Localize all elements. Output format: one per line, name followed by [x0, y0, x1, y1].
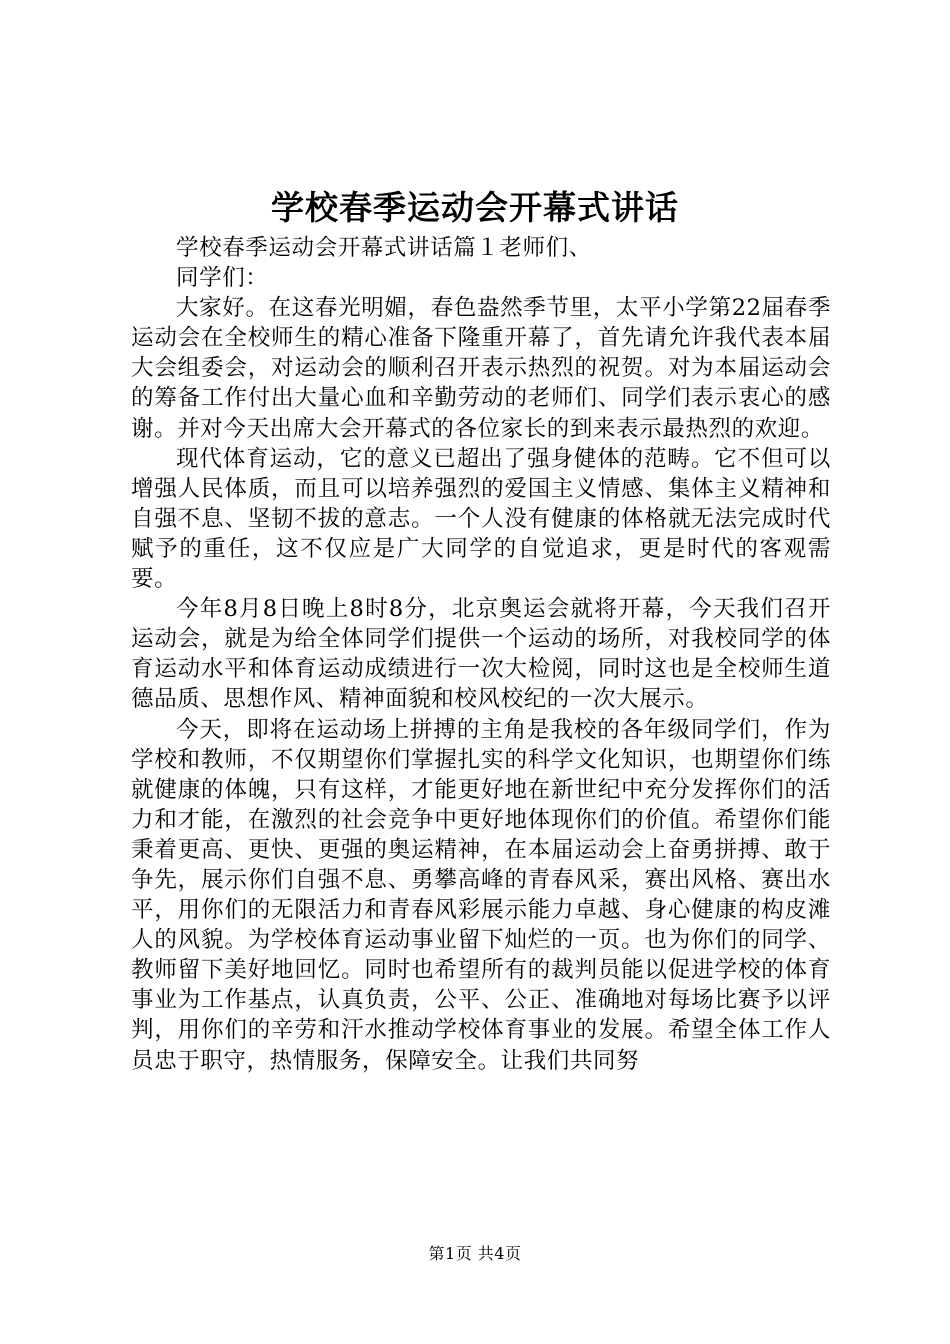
paragraph-greeting: 大家好。在这春光明媚，春色盎然季节里，太平小学第22届春季运动会在全校师生的精心准备下隆重开幕了，首先请允许我代表本届大会组委会，对运动会的顺利召开表示热烈的祝贺。对为本届运动会的筹备工作付出大量心血和辛勤劳动的老师们、同学们表示衷心的感谢。并对今天出席大会开幕式的各位家长的到来表示最热烈的欢迎。: [131, 295, 831, 442]
document-title: 学校春季运动会开幕式讲话: [271, 188, 679, 227]
paragraph-intro: 学校春季运动会开幕式讲话篇１老师们、: [176, 235, 592, 261]
paragraph-expectations: 今天，即将在运动场上拼搏的主角是我校的各年级同学们，作为学校和教师，不仅期望你们掌握扎实的科学文化知识，也期望你们练就健康的体魄，只有这样，才能更好地在新世纪中充分发挥你们的活力和才能，在激烈的社会竞争中更好地体现你们的价值。希望你们能秉着更高、更快、更强的奥运精神，在本届运动会上奋勇拼搏、敢于争先，展示你们自强不息、勇攀高峰的青春风采，赛出风格、赛出水平，用你们的无限活力和青春风彩展示能力卓越、身心健康的构皮滩人的风貌。为学校体育运动事业留下灿烂的一页。也为你们的同学、教师留下美好地回忆。同时也希望所有的裁判员能以促进学校的体育事业为工作基点，认真负责，公平、公正、准确地对每场比赛予以评判，用你们的辛劳和汗水推动学校体育事业的发展。希望全体工作人员忠于职守，热情服务，保障安全。让我们共同努: [131, 716, 831, 1074]
paragraph-olympics: 今年8月8日晚上8时8分，北京奥运会就将开幕，今天我们召开运动会，就是为给全体同学们提供一个运动的场所，对我校同学的体育运动水平和体育运动成绩进行一次大检阅，同时这也是全校师生道德品质、思想作风、精神面貌和校风校纪的一次大展示。: [131, 596, 831, 713]
document-body: [131, 233, 831, 1076]
page-number-footer: 第1页 共4页: [428, 1244, 522, 1263]
paragraph-salutation: 同学们：: [176, 265, 269, 292]
paragraph-modern-sports: 现代体育运动，它的意义已超出了强身健体的范畴。它不但可以增强人民体质，而且可以培养强烈的爱国主义情感、集体主义精神和自强不息、坚韧不拔的意志。一个人没有健康的体格就无法完成时代赋予的重任，这不仅应是广大同学的自觉追求，更是时代的客观需要。: [131, 445, 831, 593]
